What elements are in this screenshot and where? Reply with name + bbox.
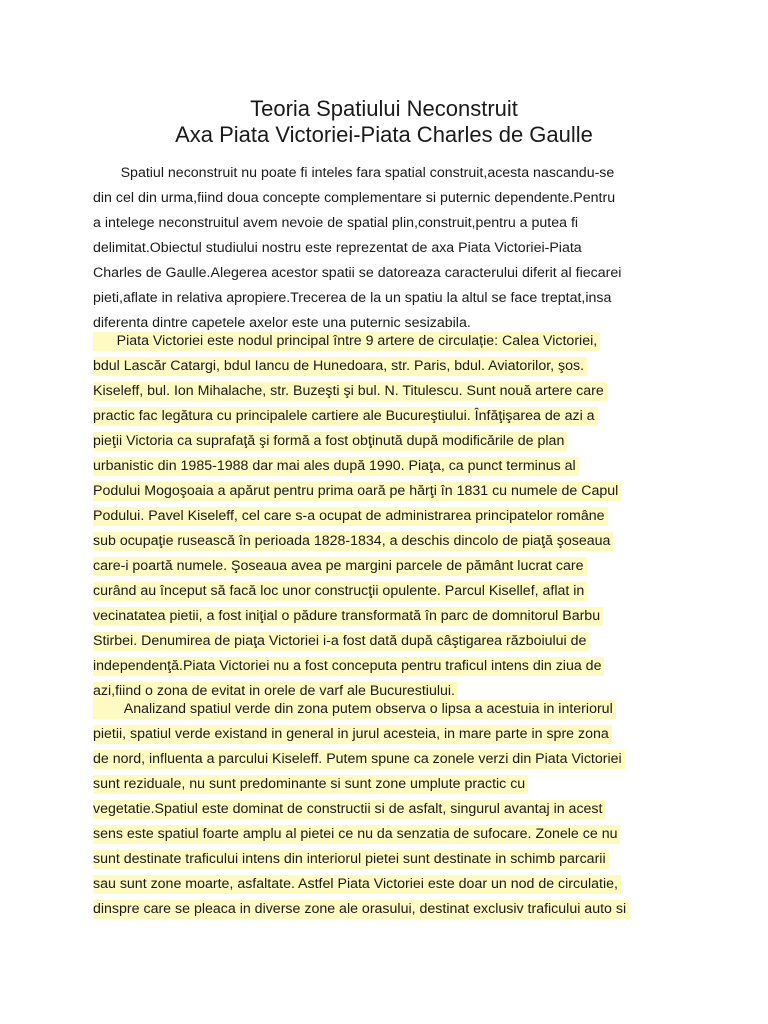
text-line: Spatiul neconstruit nu poate fi inteles fara spatial construit,acesta nascandu-se [93,165,615,181]
text-line: pieti,aflate in relativa apropiere.Trecerea de la un spatiu la altul se face treptat,insa [93,290,612,306]
text-line: a intelege neconstruitul avem nevoie de spatial plin,construit,pentru a putea fi [93,215,579,231]
text-line: delimitat.Obiectul studiului nostru este reprezentat de axa Piata Victoriei-Piata [93,240,582,256]
highlighted-line: curând au început să facă loc unor construcţii opulente. Parcul Kisellef, aflat in [93,582,587,601]
document-subtitle: Axa Piata Victoriei-Piata Charles de Gaulle [175,122,593,147]
highlighted-line: Analizand spatiul verde din zona putem observa o lipsa a acestuia in interiorul [93,700,616,719]
highlighted-line: urbanistic din 1985-1988 dar mai ales după 1990. Piaţa, ca punct terminus al [93,457,579,476]
highlighted-line: sunt destinate traficului intens din interiorul pietei sunt destinate in schimb parcarii [93,850,609,869]
highlighted-line: pieţii Victoria ca suprafaţă şi formă a fost obţinută după modificările de plan [93,432,567,451]
highlighted-line: Stirbei. Denumirea de piaţa Victoriei i-a fost dată după câştigarea războiului de [93,632,589,651]
highlighted-line: independenţă.Piata Victoriei nu a fost conceputa pentru traficul intens din ziua de [93,657,604,676]
highlighted-line: de nord, influenta a parcului Kiseleff. Putem spune ca zonele verzi din Piata Victoriei [93,750,625,769]
highlighted-line: bdul Lascăr Catargi, bdul Iancu de Hunedoara, str. Paris, bdul. Aviatorilor, şos. [93,357,587,376]
highlighted-line: dinspre care se pleaca in diverse zone ale orasului, destinat exclusiv traficului auto si [93,900,629,919]
text-line: Charles de Gaulle.Alegerea acestor spatii se datoreaza caracterului diferit al fiecarei [93,265,622,281]
highlighted-line: azi,fiind o zona de evitat in orele de varf ale Bucurestiului. [93,682,458,701]
highlighted-line: vecinatatea pietii, a fost iniţial o pădure transformată în parc de domnitorul Barbu [93,607,603,626]
highlighted-line: Kiseleff, bul. Ion Mihalache, str. Buzeşti şi bul. N. Titulescu. Sunt nouă artere care [93,382,607,401]
text-line: diferenta dintre capetele axelor este una puternic sesizabila. [93,315,471,331]
highlighted-line: practic fac legătura cu principalele cartiere ale Bucureştiului. Înfăţişarea de azi a [93,407,598,426]
highlighted-line: sau sunt zone moarte, asfaltate. Astfel Piata Victoriei este doar un nod de circulatie, [93,875,621,894]
text-line: din cel din urma,fiind doua concepte complementare si puternic dependente.Pentru [93,190,616,206]
highlighted-line: Podului. Pavel Kiseleff, cel care s-a ocupat de administrarea principatelor române [93,507,608,526]
highlighted-line: pietii, spatiul verde existand in general in jurul acesteia, in mare parte in spre zona [93,725,612,744]
highlighted-line: vegetatie.Spatiul este dominat de constructii si de asfalt, singurul avantaj in acest [93,800,605,819]
highlighted-line: sens este spatiul foarte amplu al pietei ce nu da senzatia de sufocare. Zonele ce nu [93,825,620,844]
highlighted-line: sunt reziduale, nu sunt predominante si sunt zone umplute practic cu [93,775,528,794]
highlighted-line: care-i poartă numele. Şoseaua avea pe margini parcele de pământ lucrat care [93,557,587,576]
highlighted-line: Piata Victoriei este nodul principal între 9 artere de circulație: Calea Victoriei, [93,332,600,351]
highlighted-line: sub ocupaţie rusească în perioada 1828-1834, a deschis dincolo de piaţă şoseaua [93,532,613,551]
document-title: Teoria Spatiului Neconstruit [250,96,518,121]
highlighted-line: Podului Mogoşoaia a apărut pentru prima oară pe hărţi în 1831 cu numele de Capul [93,482,621,501]
